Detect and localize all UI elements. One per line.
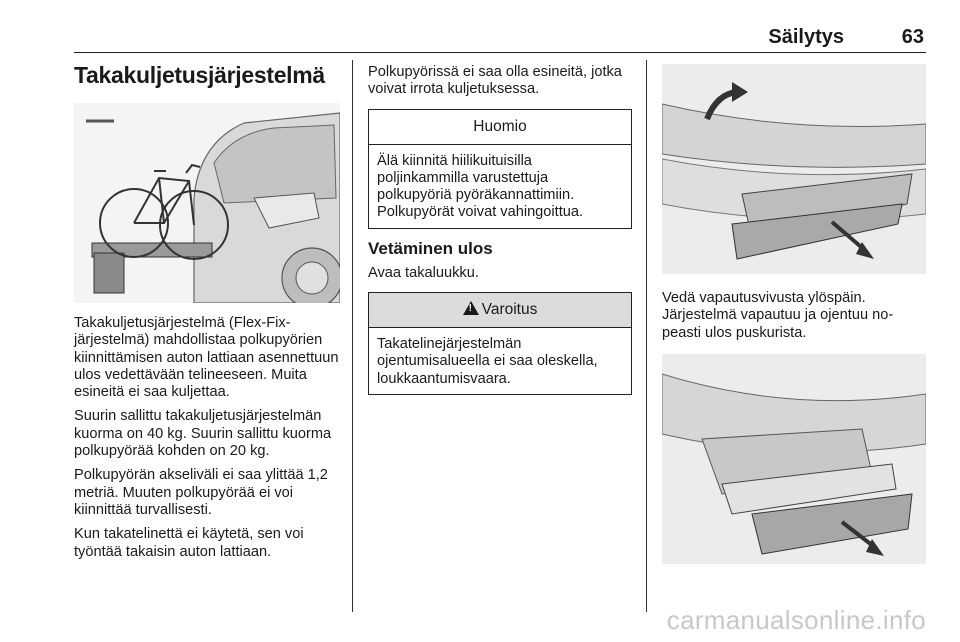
column-middle — [368, 64, 632, 405]
paragraph: Polkupyörän akseliväli ei saa ylittää 1,2 metriä. Muuten polkupyörää ei voi kiinnittää turvallisesti. — [74, 467, 328, 518]
notice-text: Älä kiinnitä hiilikuituisilla poljinkammilla varustettuja polkupyöriä pyöräkannattimiin. Polkupyörät voivat vahingoittua. — [377, 152, 584, 221]
column-left — [74, 58, 340, 568]
warning-box — [368, 292, 632, 395]
notice-box — [368, 109, 632, 229]
paragraph: Kun takatelinettä ei käytetä, sen voi työntää takaisin auton lattiaan. — [74, 526, 304, 560]
bike-carrier-illustration — [74, 103, 340, 303]
watermark: carmanualsonline.info — [666, 605, 926, 635]
caption-text: Vedä vapautusvivusta ylöspäin. Järjestelmä vapautuu ja ojentuu no-peasti ulos puskurista. — [662, 290, 894, 341]
paragraph: Takakuljetusjärjestelmä (Flex-Fix-järjestelmä) mahdollistaa polkupyörien kiinnittämisen auton lattiaan asennettuun ulos vedettävään telineeseen. Muita esineitä ei saa kuljettaa. — [74, 315, 339, 401]
column-divider — [646, 60, 647, 612]
release-lever-illustration — [662, 64, 926, 274]
bike-carrier-drawing — [74, 103, 340, 303]
section-heading: Takakuljetusjärjestelmä — [74, 62, 325, 88]
column-divider — [352, 60, 353, 612]
page-header — [74, 22, 926, 53]
column-right — [662, 64, 926, 564]
step-text: Avaa takaluukku. — [368, 264, 479, 281]
intro-text: Polkupyörissä ei saa olla esineitä, jotka voivat irrota kuljetuksessa. — [368, 64, 622, 98]
extended-carrier-drawing — [662, 354, 926, 564]
page-number: 63 — [901, 26, 924, 48]
paragraph: Suurin sallittu takakuljetusjärjestelmän kuorma on 40 kg. Suurin sallittu kuorma polkupyörää kohden on 20 kg. — [74, 408, 332, 460]
subsection-heading: Vetäminen ulos — [368, 238, 493, 258]
warning-text: Takatelinejärjestelmän ojentumisalueella ei saa oleskella, loukkaantumisvaara. — [377, 336, 598, 387]
release-lever-drawing — [662, 64, 926, 274]
warning-title: Varoitus — [481, 301, 538, 319]
extended-carrier-illustration — [662, 354, 926, 564]
warning-triangle-icon: ! — [463, 301, 479, 315]
section-title: Säilytys — [768, 26, 844, 48]
notice-title: Huomio — [369, 110, 631, 145]
warning-title-bar — [369, 293, 631, 328]
